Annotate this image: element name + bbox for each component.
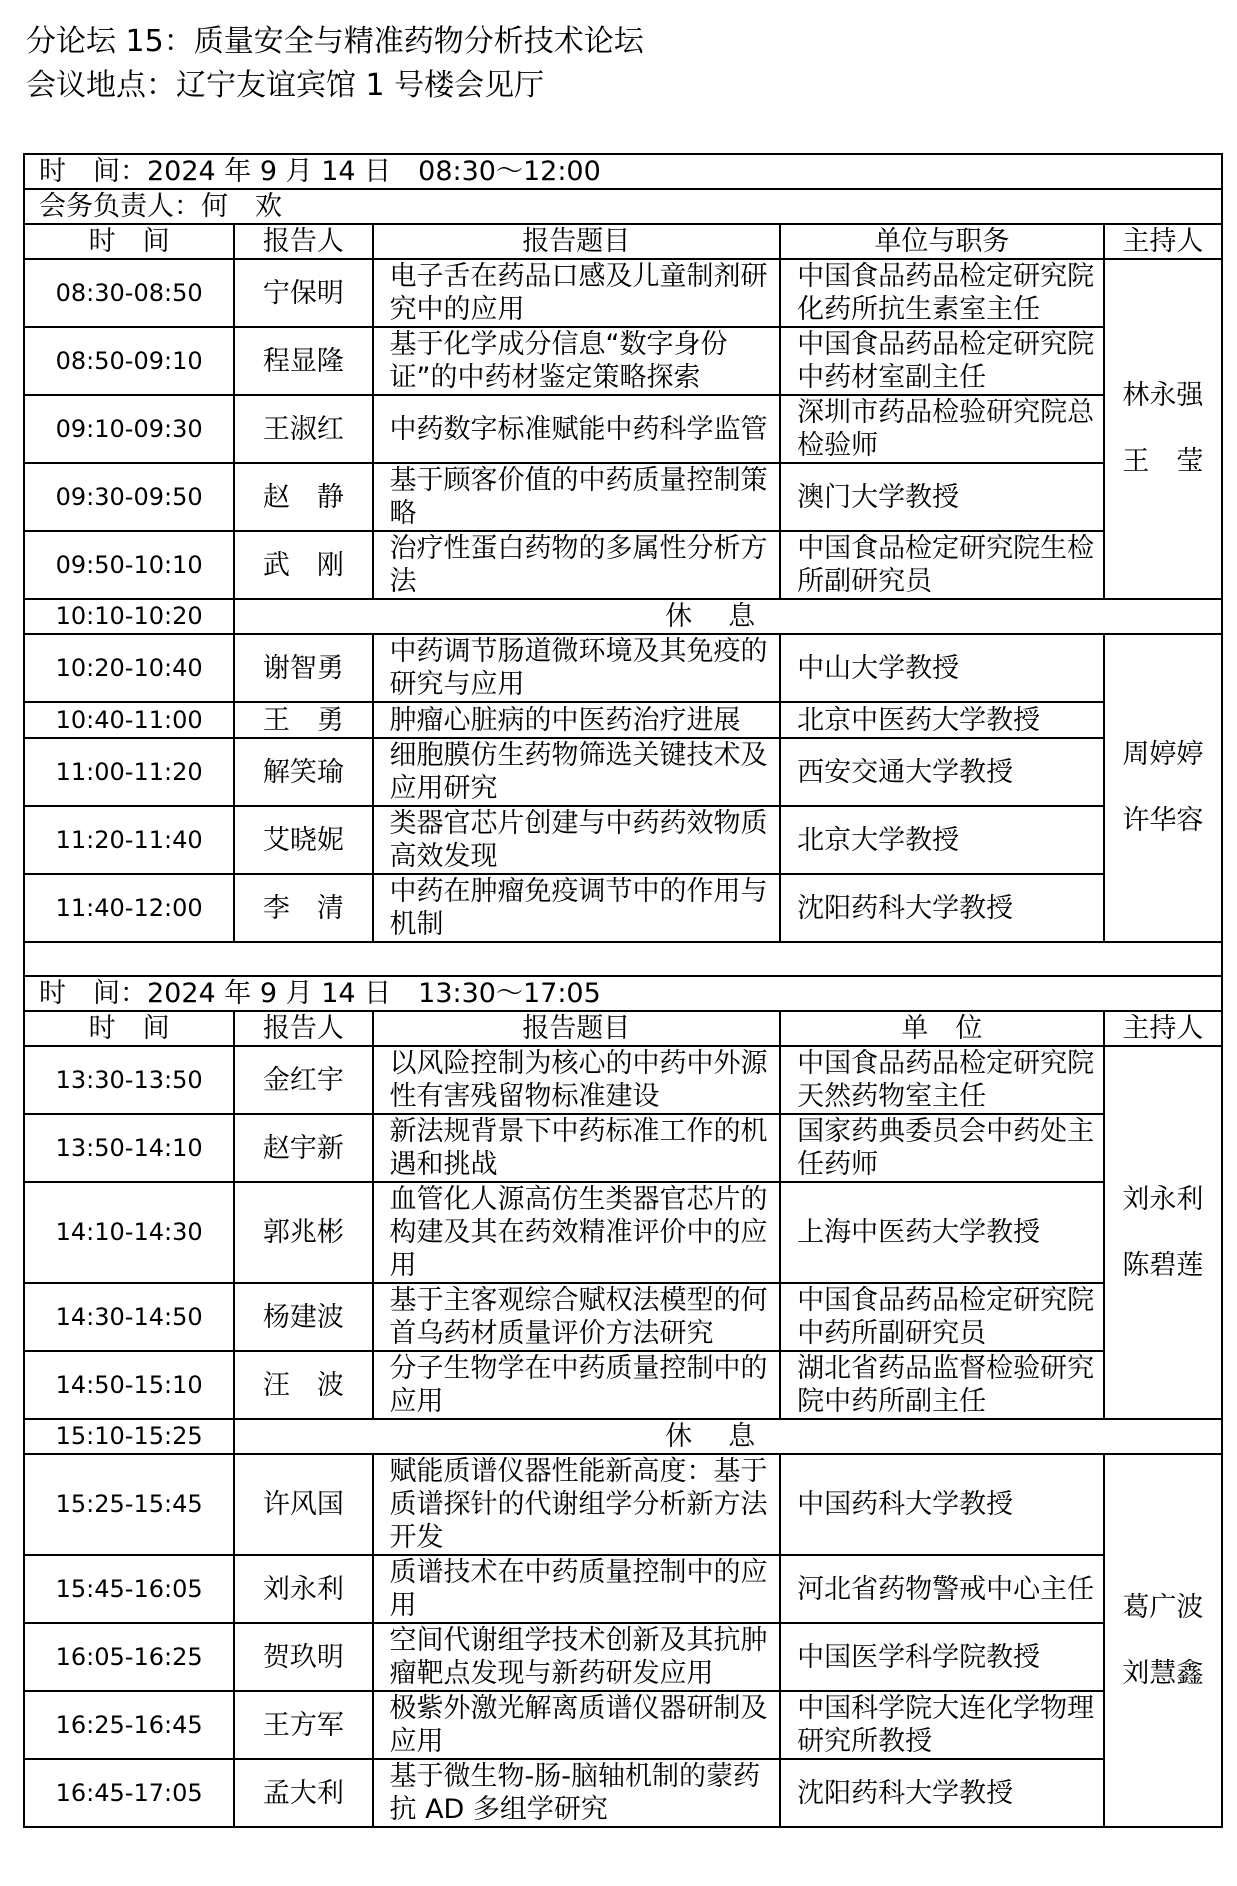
speaker-cell: 王淑红 [234, 395, 372, 463]
break-time-cell: 15:10-15:25 [24, 1419, 234, 1454]
speaker-cell: 宁保明 [234, 259, 372, 327]
speaker-cell: 程显隆 [234, 327, 372, 395]
topic-cell: 质谱技术在中药质量控制中的应用 [373, 1555, 781, 1623]
col-header-host: 主持人 [1104, 1011, 1222, 1046]
affiliation-cell: 国家药典委员会中药处主任药师 [780, 1114, 1104, 1182]
host-name: 葛广波 [1122, 1591, 1204, 1623]
time-cell: 10:40-11:00 [24, 702, 234, 738]
affiliation-cell: 沈阳药科大学教授 [780, 1759, 1104, 1827]
table-row [24, 189, 1222, 224]
affiliation-cell: 中国食品药品检定研究院天然药物室主任 [780, 1046, 1104, 1114]
speaker-cell: 郭兆彬 [234, 1182, 372, 1283]
speaker-cell: 武 刚 [234, 531, 372, 599]
host-cell [1104, 634, 1222, 942]
forum-title: 分论坛 15：质量安全与精准药物分析技术论坛 [26, 24, 644, 59]
affiliation-cell: 北京大学教授 [780, 806, 1104, 874]
table-row [24, 738, 1222, 806]
topic-cell: 电子舌在药品口感及儿童制剂研究中的应用 [373, 259, 781, 327]
table-row [24, 224, 1222, 259]
table-row [24, 1351, 1222, 1419]
table-row [24, 1046, 1222, 1114]
break-label: 休息 [234, 599, 1222, 634]
schedule-body [24, 154, 1222, 1827]
host-name: 陈碧莲 [1122, 1249, 1204, 1281]
table-row [24, 1419, 1222, 1454]
time-cell: 14:30-14:50 [24, 1283, 234, 1351]
table-row [24, 1182, 1222, 1283]
time-cell: 16:25-16:45 [24, 1691, 234, 1759]
affiliation-cell: 中国食品检定研究院生检所副研究员 [780, 531, 1104, 599]
table-row [24, 327, 1222, 395]
col-header-affiliation: 单 位 [780, 1011, 1104, 1046]
col-header-host: 主持人 [1104, 224, 1222, 259]
table-row [24, 874, 1222, 942]
col-header-affiliation: 单位与职务 [780, 224, 1104, 259]
topic-cell: 基于主客观综合赋权法模型的何首乌药材质量评价方法研究 [373, 1283, 781, 1351]
affiliation-cell: 湖北省药品监督检验研究院中药所副主任 [780, 1351, 1104, 1419]
speaker-cell: 谢智勇 [234, 634, 372, 702]
speaker-cell: 赵宇新 [234, 1114, 372, 1182]
affiliation-cell: 澳门大学教授 [780, 463, 1104, 531]
time-cell: 08:50-09:10 [24, 327, 234, 395]
speaker-cell: 王方军 [234, 1691, 372, 1759]
time-cell: 08:30-08:50 [24, 259, 234, 327]
time-cell: 09:30-09:50 [24, 463, 234, 531]
affiliation-cell: 沈阳药科大学教授 [780, 874, 1104, 942]
table-row [24, 806, 1222, 874]
time-cell: 13:50-14:10 [24, 1114, 234, 1182]
col-header-topic: 报告题目 [373, 224, 781, 259]
speaker-cell: 汪 波 [234, 1351, 372, 1419]
speaker-cell: 赵 静 [234, 463, 372, 531]
topic-cell: 中药在肿瘤免疫调节中的作用与机制 [373, 874, 781, 942]
speaker-cell: 解笑瑜 [234, 738, 372, 806]
col-header-time: 时 间 [24, 1011, 234, 1046]
host-name: 周婷婷 [1122, 739, 1204, 770]
table-row [24, 942, 1222, 976]
table-row [24, 1691, 1222, 1759]
col-header-time: 时 间 [24, 224, 234, 259]
affiliation-cell: 中国食品药品检定研究院中药材室副主任 [780, 327, 1104, 395]
table-row [24, 154, 1222, 189]
affiliation-cell: 中山大学教授 [780, 634, 1104, 702]
time-cell: 16:05-16:25 [24, 1623, 234, 1691]
time-cell: 11:40-12:00 [24, 874, 234, 942]
affiliation-cell: 中国食品药品检定研究院中药所副研究员 [780, 1283, 1104, 1351]
speaker-cell: 贺玖明 [234, 1623, 372, 1691]
break-time-cell: 10:10-10:20 [24, 599, 234, 634]
topic-cell: 类器官芯片创建与中药药效物质高效发现 [373, 806, 781, 874]
time-cell: 14:10-14:30 [24, 1182, 234, 1283]
topic-cell: 空间代谢组学技术创新及其抗肿瘤靶点发现与新药研发应用 [373, 1623, 781, 1691]
table-row [24, 1555, 1222, 1623]
table-row [24, 976, 1222, 1011]
col-header-speaker: 报告人 [234, 1011, 372, 1046]
topic-cell: 血管化人源高仿生类器官芯片的构建及其在药效精准评价中的应用 [373, 1182, 781, 1283]
table-row [24, 1759, 1222, 1827]
time-cell: 11:20-11:40 [24, 806, 234, 874]
host-name: 刘永利 [1122, 1183, 1204, 1215]
affiliation-cell: 深圳市药品检验研究院总检验师 [780, 395, 1104, 463]
topic-cell: 极紫外激光解离质谱仪器研制及应用 [373, 1691, 781, 1759]
time-cell: 15:25-15:45 [24, 1454, 234, 1555]
table-row [24, 531, 1222, 599]
table-row [24, 1114, 1222, 1182]
table-row [24, 259, 1222, 327]
speaker-cell: 李 清 [234, 874, 372, 942]
time-cell: 13:30-13:50 [24, 1046, 234, 1114]
topic-cell: 新法规背景下中药标准工作的机遇和挑战 [373, 1114, 781, 1182]
table-row [24, 463, 1222, 531]
topic-cell: 以风险控制为核心的中药中外源性有害残留物标准建设 [373, 1046, 781, 1114]
affiliation-cell: 上海中医药大学教授 [780, 1182, 1104, 1283]
table-row [24, 1454, 1222, 1555]
session-manager-line: 会务负责人：何 欢 [24, 189, 1222, 224]
topic-cell: 赋能质谱仪器性能新高度：基于质谱探针的代谢组学分析新方法开发 [373, 1454, 781, 1555]
col-header-speaker: 报告人 [234, 224, 372, 259]
host-cell [1104, 259, 1222, 599]
speaker-cell: 杨建波 [234, 1283, 372, 1351]
table-row [24, 1623, 1222, 1691]
speaker-cell: 艾晓妮 [234, 806, 372, 874]
table-row [24, 634, 1222, 702]
affiliation-cell: 北京中医药大学教授 [780, 702, 1104, 738]
affiliation-cell: 西安交通大学教授 [780, 738, 1104, 806]
topic-cell: 肿瘤心脏病的中医药治疗进展 [373, 702, 781, 738]
affiliation-cell: 河北省药物警戒中心主任 [780, 1555, 1104, 1623]
schedule-table [23, 153, 1223, 1828]
time-cell: 16:45-17:05 [24, 1759, 234, 1827]
host-cell [1104, 1454, 1222, 1827]
host-name: 林永强 [1122, 380, 1204, 411]
topic-cell: 治疗性蛋白药物的多属性分析方法 [373, 531, 781, 599]
speaker-cell: 许风国 [234, 1454, 372, 1555]
topic-cell: 基于化学成分信息“数字身份证”的中药材鉴定策略探索 [373, 327, 781, 395]
topic-cell: 中药调节肠道微环境及其免疫的研究与应用 [373, 634, 781, 702]
host-name: 刘慧鑫 [1122, 1657, 1204, 1689]
time-cell: 15:45-16:05 [24, 1555, 234, 1623]
venue-line: 会议地点：辽宁友谊宾馆 1 号楼会见厅 [26, 68, 545, 103]
document-header [26, 20, 644, 108]
speaker-cell: 王 勇 [234, 702, 372, 738]
table-row [24, 702, 1222, 738]
table-row [24, 1283, 1222, 1351]
affiliation-cell: 中国科学院大连化学物理研究所教授 [780, 1691, 1104, 1759]
affiliation-cell: 中国食品药品检定研究院化药所抗生素室主任 [780, 259, 1104, 327]
session-spacer [24, 942, 1222, 976]
time-cell: 11:00-11:20 [24, 738, 234, 806]
topic-cell: 细胞膜仿生药物筛选关键技术及应用研究 [373, 738, 781, 806]
topic-cell: 基于微生物-肠-脑轴机制的蒙药抗 AD 多组学研究 [373, 1759, 781, 1827]
time-cell: 09:50-10:10 [24, 531, 234, 599]
speaker-cell: 孟大利 [234, 1759, 372, 1827]
host-name: 王 莹 [1122, 446, 1204, 477]
table-row [24, 599, 1222, 634]
topic-cell: 中药数字标准赋能中药科学监管 [373, 395, 781, 463]
break-label: 休息 [234, 1419, 1222, 1454]
speaker-cell: 刘永利 [234, 1555, 372, 1623]
speaker-cell: 金红宇 [234, 1046, 372, 1114]
topic-cell: 分子生物学在中药质量控制中的应用 [373, 1351, 781, 1419]
affiliation-cell: 中国药科大学教授 [780, 1454, 1104, 1555]
session-time-line: 时 间：2024 年 9 月 14 日 13:30～17:05 [24, 976, 1222, 1011]
session-time-line: 时 间：2024 年 9 月 14 日 08:30～12:00 [24, 154, 1222, 189]
time-cell: 10:20-10:40 [24, 634, 234, 702]
time-cell: 09:10-09:30 [24, 395, 234, 463]
col-header-topic: 报告题目 [373, 1011, 781, 1046]
host-name: 许华容 [1122, 805, 1204, 836]
host-cell [1104, 1046, 1222, 1419]
time-cell: 14:50-15:10 [24, 1351, 234, 1419]
affiliation-cell: 中国医学科学院教授 [780, 1623, 1104, 1691]
table-row [24, 395, 1222, 463]
topic-cell: 基于顾客价值的中药质量控制策略 [373, 463, 781, 531]
table-row [24, 1011, 1222, 1046]
